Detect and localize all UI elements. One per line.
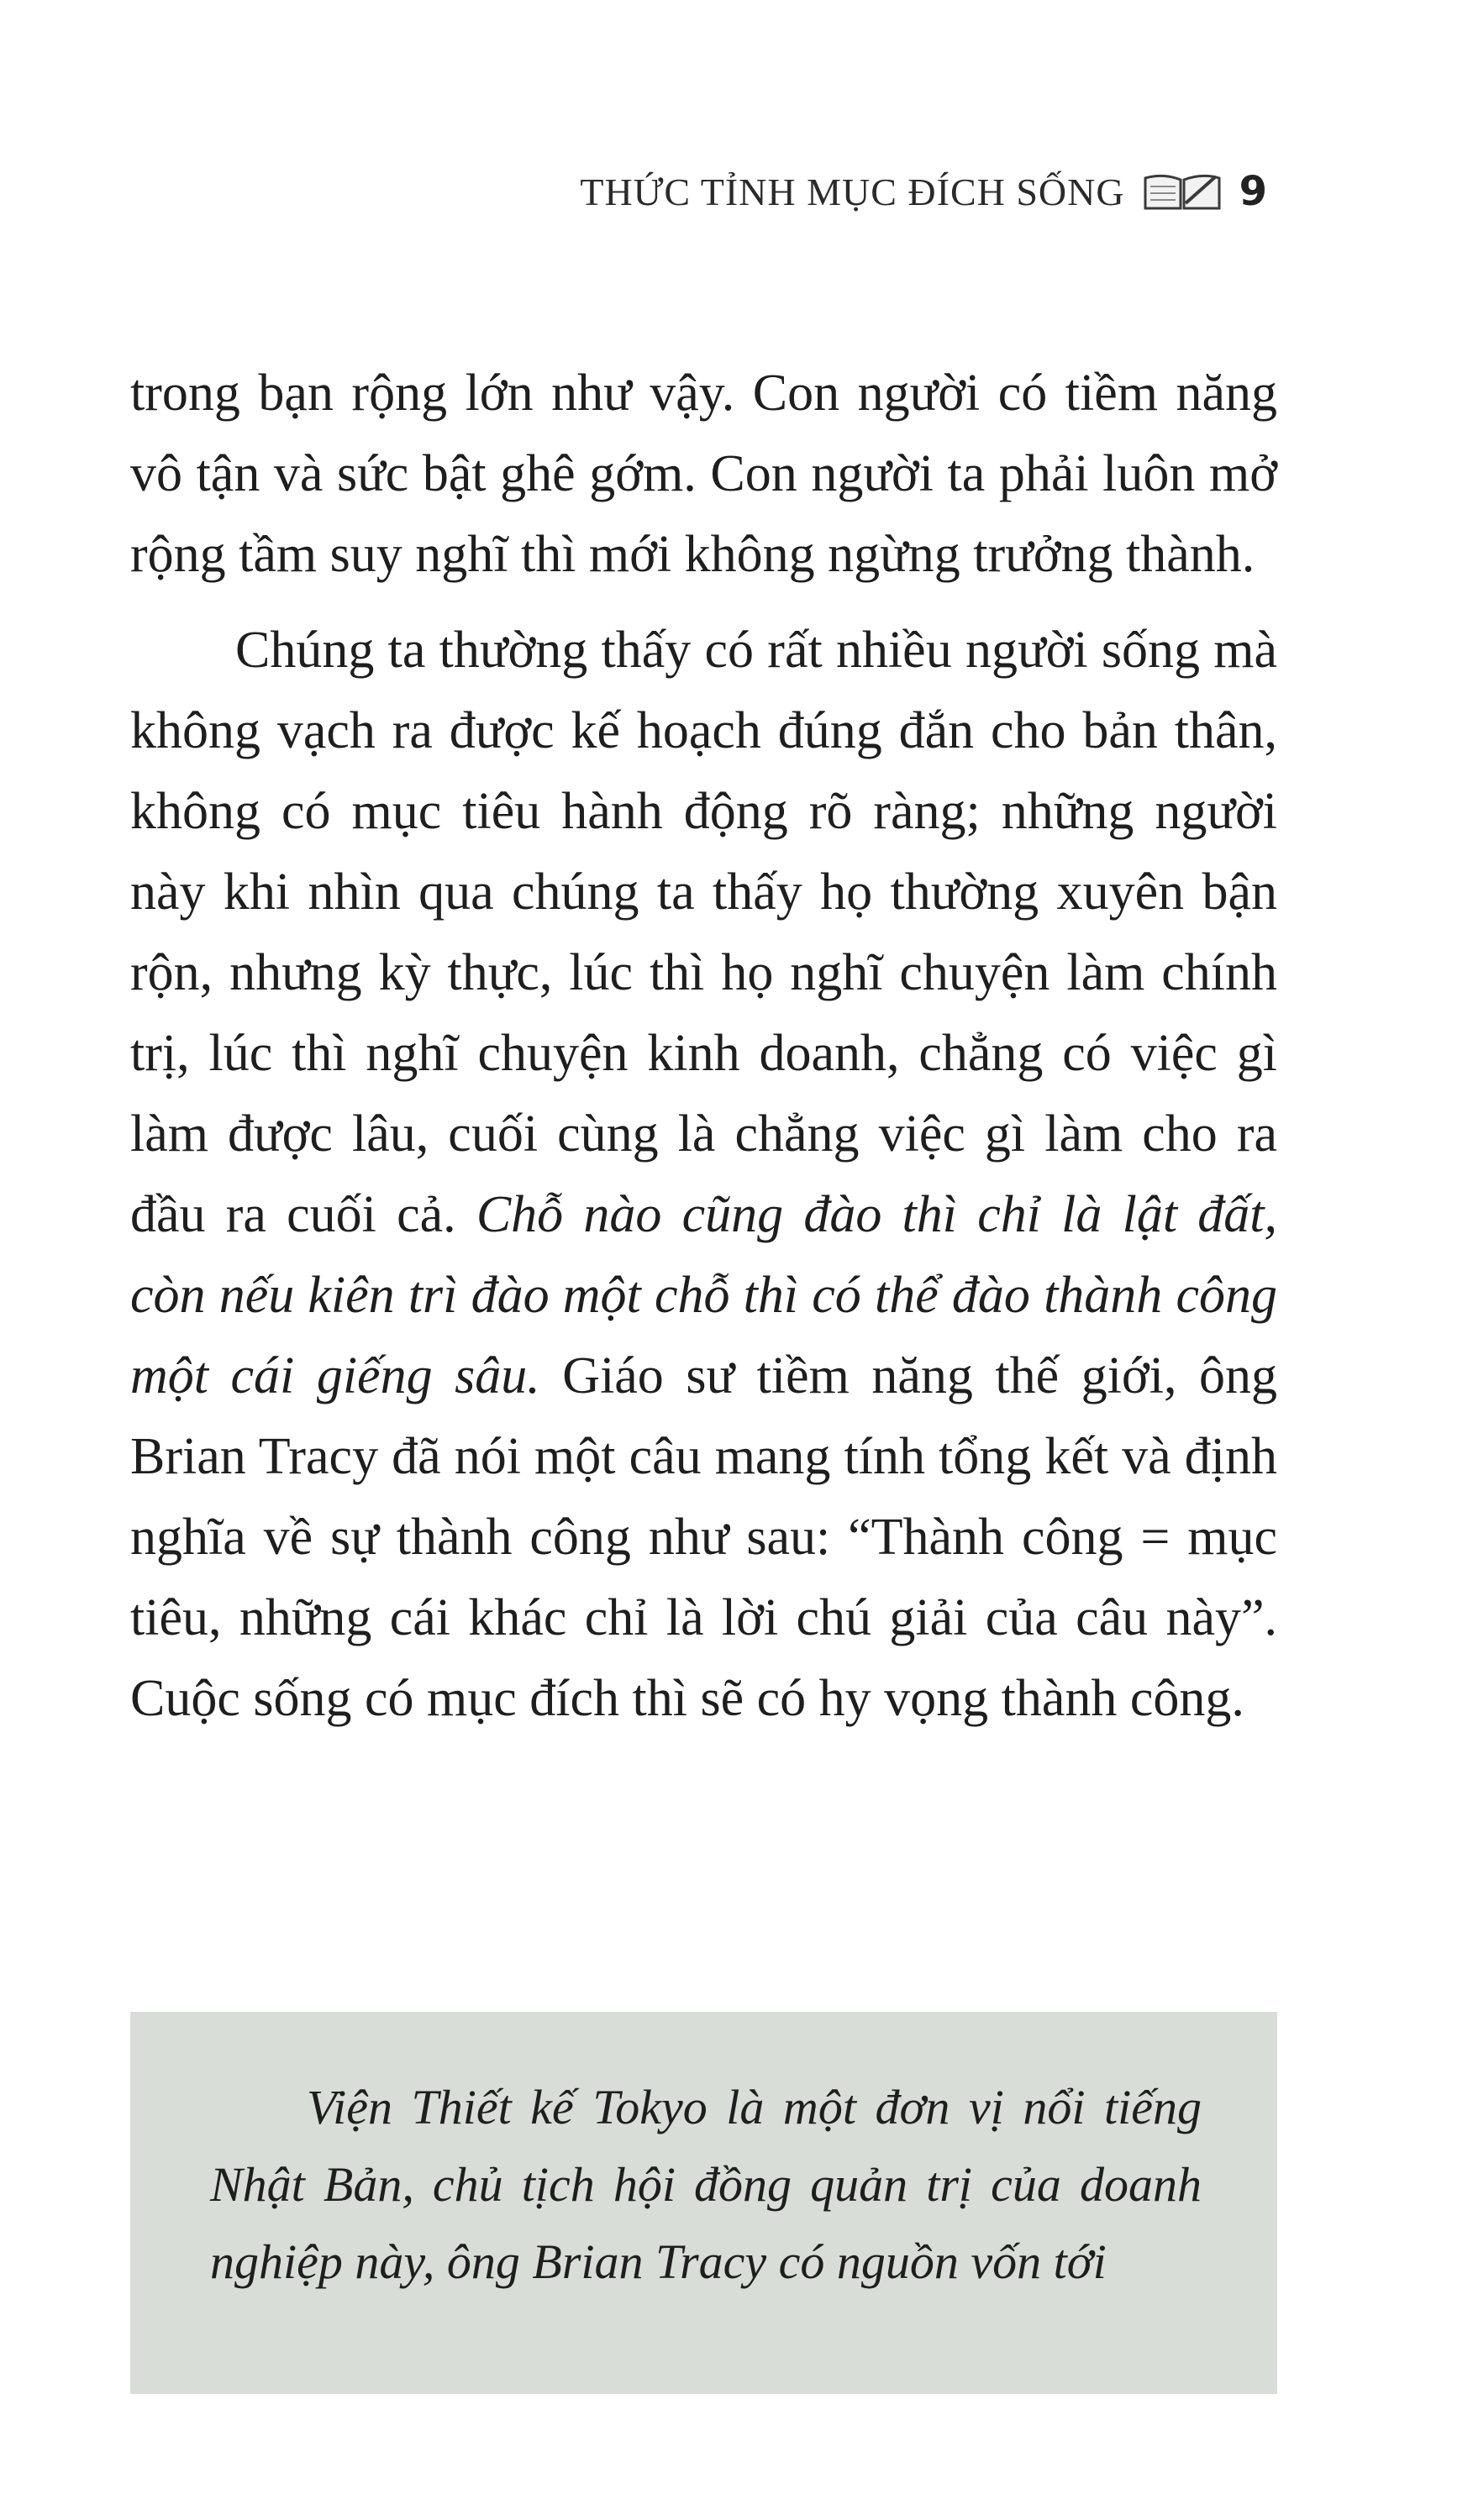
highlight-box-text — [210, 2069, 1202, 2301]
highlight-box-paragraph: Viện Thiết kế Tokyo là một đơn vị nổi tiếng Nhật Bản, chủ tịch hội đồng quản trị của doanh nghiệp này, ông Brian Tracy có nguồn vốn tới — [210, 2080, 1202, 2289]
header-title: THỨC TỈNH MỤC ĐÍCH SỐNG — [580, 170, 1125, 213]
paragraph-2 — [130, 610, 1277, 1739]
paragraph-2-start: Chúng ta thường thấy có rất nhiều người sống mà không vạch ra được kế hoạch đúng đắn cho bản thân, không có mục tiêu hành động rõ ràng; những người này khi nhìn qua chúng ta thấy họ thường xuyên bận rộn, nhưng kỳ thực, lúc thì họ nghĩ chuyện làm chính trị, lúc thì nghĩ chuyện kinh doanh, chẳng có việc gì làm được lâu, cuối cùng là chẳng việc gì làm cho ra đầu ra cuối cả. — [130, 622, 1277, 1243]
running-header — [580, 168, 1267, 215]
open-book-icon — [1144, 170, 1221, 213]
body-text — [130, 353, 1277, 1739]
highlight-box — [130, 2012, 1277, 2394]
page-number: 9 — [1239, 168, 1267, 215]
paragraph-2-italic-quote: Chỗ nào cũng đào thì chỉ là lật đất, còn nếu kiên trì đào một chỗ thì có thể đào thành công một cái giếng sâu. — [130, 1186, 1277, 1404]
paragraph-2-end: Giáo sư tiềm năng thế giới, ông Brian Tracy đã nói một câu mang tính tổng kết và định nghĩa về sự thành công như sau: “Thành công = mục tiêu, những cái khác chỉ là lời chú giải của câu này”. Cuộc sống có mục đích thì sẽ có hy vọng thành công. — [130, 1347, 1277, 1727]
paragraph-1: trong bạn rộng lớn như vậy. Con người có tiềm năng vô tận và sức bật ghê gớm. Con người ta phải luôn mở rộng tầm suy nghĩ thì mới không ngừng trưởng thành. — [130, 365, 1277, 583]
